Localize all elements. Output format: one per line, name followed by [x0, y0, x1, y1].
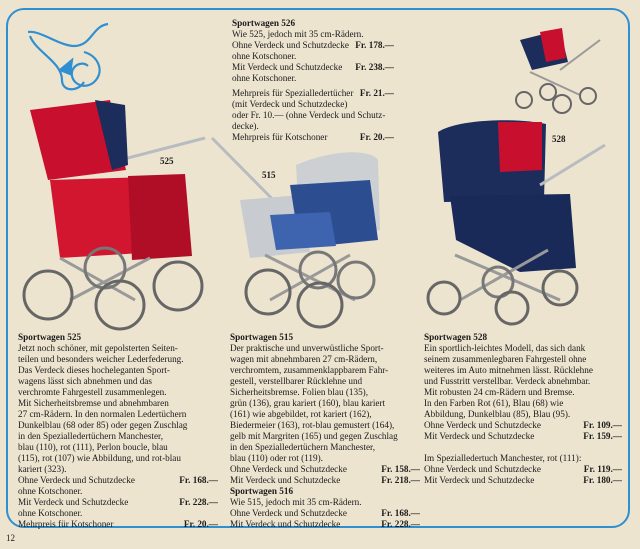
price-value: Fr. 158.— — [381, 464, 420, 474]
stroller-515-image — [212, 138, 380, 327]
price-row — [424, 475, 622, 486]
price-row — [18, 486, 218, 497]
price-row-label: ohne Kotschoner. — [232, 73, 297, 83]
body-line: Der praktische und unverwüstliche Sport- — [230, 343, 384, 353]
price-row-label: ohne Kotschoner. — [18, 486, 83, 496]
price-row — [232, 99, 394, 110]
price-row — [230, 497, 420, 508]
body-line: in den Spezialledertüchern Manchester, — [18, 431, 164, 441]
sportwagen-528-block — [424, 332, 622, 486]
body-line: grün (136), grau kariert (160), blau kariert — [230, 398, 386, 408]
price-value: Fr. 20.— — [183, 519, 218, 529]
price-value: Fr. 238.— — [355, 62, 394, 72]
price-row — [230, 464, 420, 475]
manchester-intro: Im Spezialledertuch Manchester, rot (111): — [424, 453, 582, 463]
price-row — [230, 508, 420, 519]
body-line: seinem zusammenlegbaren Fahrgestell ohne — [424, 354, 587, 364]
price-row-label: ohne Kotschoner. — [18, 508, 83, 518]
price-row — [232, 121, 394, 132]
price-row — [18, 519, 218, 530]
price-row-label: Ohne Verdeck und Schutzdecke — [424, 420, 541, 430]
price-row-label: Mit Verdeck und Schutzdecke — [230, 475, 341, 485]
price-row — [230, 475, 420, 486]
price-row — [232, 88, 394, 99]
price-row — [232, 51, 394, 62]
price-row-label: Mehrpreis für Spezialledertücher — [232, 88, 354, 98]
price-row-label: Mit Verdeck und Schutzdecke — [230, 519, 341, 529]
price-row — [424, 420, 622, 431]
body-line: verchromtem, zusammenklappbarem Fahr- — [230, 365, 389, 375]
price-value: Fr. 168.— — [381, 508, 420, 518]
model-number-515: 515 — [262, 170, 276, 180]
price-row — [18, 508, 218, 519]
heading-515: Sportwagen 515 — [230, 332, 294, 342]
body-line: (161) wie abgebildet, rot kariert (162), — [230, 409, 372, 419]
stroller-528-image — [428, 120, 605, 324]
body-line: 27 cm-Rädern. In den normalen Ledertüchern — [18, 409, 187, 419]
price-row — [18, 497, 218, 508]
body-line: blau (110) oder rot (119). — [230, 453, 323, 463]
price-row — [232, 132, 394, 143]
price-row — [232, 62, 394, 73]
body-line: Dunkelblau (68 oder 85) oder gegen Zuschlag — [18, 420, 188, 430]
price-row-label: Ohne Verdeck und Schutzdecke — [424, 464, 541, 474]
price-value: Fr. 180.— — [583, 475, 622, 485]
price-row — [18, 475, 218, 486]
body-line: Das Verdeck dieses hocheleganten Sport- — [18, 365, 170, 375]
body-line: (115), rot (107) wie Abbildung, und rot-blau — [18, 453, 181, 463]
price-value: Fr. 20.— — [359, 132, 394, 142]
body-line: Mit robusten 24 cm-Rädern und Bremse. — [424, 387, 575, 397]
body-line: und Fusstritt verstellbar. Verdeck abnehmbar. — [424, 376, 591, 386]
price-row — [230, 519, 420, 530]
heading-525: Sportwagen 525 — [18, 332, 82, 342]
price-value: Fr. 109.— — [583, 420, 622, 430]
price-value: Fr. 119.— — [583, 464, 622, 474]
price-row-label: Mehrpreis für Kotschoner — [232, 132, 328, 142]
price-row-label: Mit Verdeck und Schutzdecke — [424, 475, 535, 485]
price-row-label: Mehrpreis für Kotschoner — [18, 519, 114, 529]
body-line: in den Spezialledertüchern Manchester, — [230, 442, 376, 452]
price-value: Fr. 228.— — [179, 497, 218, 507]
body-line: Sicherheitsbremse. Folien blau (135), — [230, 387, 369, 397]
price-value: Fr. 228.— — [381, 519, 420, 529]
price-row — [424, 464, 622, 475]
price-row-label: Mit Verdeck und Schutzdecke — [424, 431, 535, 441]
body-line: verchromte Fahrgestell zusammenlegen. — [18, 387, 167, 397]
price-row — [232, 40, 394, 51]
body-line: gelb mit Margriten (165) und gegen Zuschlag — [230, 431, 398, 441]
price-row — [232, 110, 394, 121]
price-value: Fr. 218.— — [381, 475, 420, 485]
price-row-label: decke). — [232, 121, 259, 131]
stroller-525-image — [24, 100, 205, 329]
ornament-swirl-icon — [28, 24, 108, 89]
model-number-525: 525 — [160, 156, 174, 166]
body-line: blau (110), rot (111), Perlon boucle, blau — [18, 442, 168, 452]
price-row-label: Wie 515, jedoch mit 35 cm-Rädern. — [230, 497, 362, 507]
price-row-label: ohne Kotschoner. — [232, 51, 297, 61]
body-line: Mit Sicherheitsbremse und abnehmbaren — [18, 398, 169, 408]
price-value: Fr. 168.— — [179, 475, 218, 485]
body-line: weiteres im Auto mitnehmen lässt. Rücklehne — [424, 365, 593, 375]
sportwagen-525-block — [18, 332, 218, 530]
price-row-label: (mit Verdeck und Schutzdecke) — [232, 99, 348, 109]
stroller-folded-image — [516, 28, 600, 113]
sportwagen-515-block — [230, 332, 420, 530]
price-row-label: oder Fr. 10.— (ohne Verdeck und Schutz- — [232, 110, 386, 120]
price-row-label: Wie 525, jedoch mit 35 cm-Rädern. — [232, 29, 364, 39]
body-line: wagen mit abnehmbaren 27 cm-Rädern, — [230, 354, 378, 364]
body-line: Jetzt noch schöner, mit gepolsterten Seiten- — [18, 343, 178, 353]
price-row-label: Mit Verdeck und Schutzdecke — [18, 497, 129, 507]
body-line: In den Farben Rot (61), Blau (68) wie — [424, 398, 564, 408]
model-number-528: 528 — [552, 134, 566, 144]
body-line: gestell, verstellbarer Rücklehne und — [230, 376, 363, 386]
sportwagen-526-block — [232, 18, 394, 143]
heading-526: Sportwagen 526 — [232, 18, 296, 28]
price-value: Fr. 178.— — [355, 40, 394, 50]
price-row-label: Ohne Verdeck und Schutzdecke — [230, 508, 347, 518]
body-line: wagens lässt sich abnehmen und das — [18, 376, 152, 386]
price-row-label: Ohne Verdeck und Schutzdecke — [18, 475, 135, 485]
body-line: kariert (323). — [18, 464, 67, 474]
body-line: teilen und besonders weicher Lederfederung. — [18, 354, 184, 364]
page-number: 12 — [6, 533, 15, 543]
price-row-label: Ohne Verdeck und Schutzdecke — [232, 40, 349, 50]
body-line: Biedermeier (163), rot-blau gemustert (164), — [230, 420, 395, 430]
price-value: Fr. 159.— — [583, 431, 622, 441]
heading-516: Sportwagen 516 — [230, 486, 294, 496]
price-row — [232, 73, 394, 84]
price-row-label: Ohne Verdeck und Schutzdecke — [230, 464, 347, 474]
price-value: Fr. 21.— — [359, 88, 394, 98]
price-row — [232, 29, 394, 40]
price-row — [424, 431, 622, 442]
body-line: Ein sportlich-leichtes Modell, das sich dank — [424, 343, 586, 353]
heading-528: Sportwagen 528 — [424, 332, 488, 342]
price-row-label: Mit Verdeck und Schutzdecke — [232, 62, 343, 72]
body-line: Abbildung, Dunkelblau (85), Blau (95). — [424, 409, 571, 419]
